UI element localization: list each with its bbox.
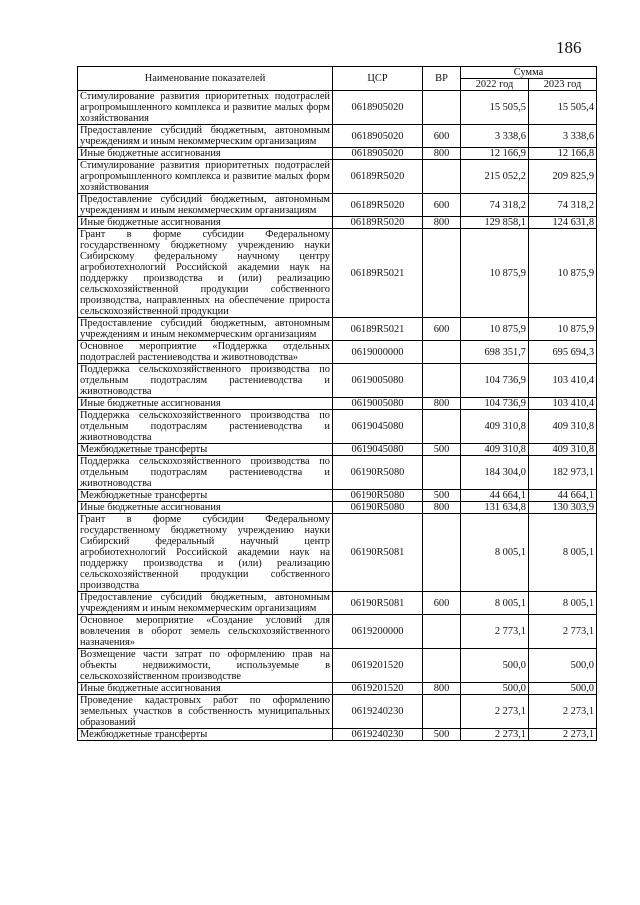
row-csr: 0619201520 xyxy=(333,683,423,695)
table-row xyxy=(78,148,597,160)
row-csr: 0618905020 xyxy=(333,125,423,148)
table-row xyxy=(78,194,597,217)
row-sum-2023: 15 505,4 xyxy=(529,91,597,125)
row-vr xyxy=(423,410,461,444)
row-sum-2022: 2 273,1 xyxy=(461,695,529,729)
row-name: Межбюджетные трансферты xyxy=(78,729,333,741)
row-name: Предоставление субсидий бюджетным, автономным учреждениям и иным некоммерческим организациям xyxy=(78,125,333,148)
row-vr: 800 xyxy=(423,502,461,514)
row-vr xyxy=(423,649,461,683)
row-sum-2022: 104 736,9 xyxy=(461,364,529,398)
row-sum-2022: 10 875,9 xyxy=(461,229,529,318)
row-name: Основное мероприятие «Поддержка отдельных подотраслей растениеводства и животноводства» xyxy=(78,341,333,364)
row-sum-2023: 44 664,1 xyxy=(529,490,597,502)
row-sum-2023: 124 631,8 xyxy=(529,217,597,229)
table-row xyxy=(78,615,597,649)
row-csr: 0619240230 xyxy=(333,729,423,741)
row-csr: 06190R5080 xyxy=(333,456,423,490)
row-sum-2022: 409 310,8 xyxy=(461,444,529,456)
row-name: Иные бюджетные ассигнования xyxy=(78,502,333,514)
table-row xyxy=(78,364,597,398)
row-sum-2022: 8 005,1 xyxy=(461,592,529,615)
row-vr xyxy=(423,364,461,398)
row-vr xyxy=(423,514,461,592)
row-sum-2022: 8 005,1 xyxy=(461,514,529,592)
row-name: Иные бюджетные ассигнования xyxy=(78,217,333,229)
header-year-2022: 2022 год xyxy=(461,79,529,91)
row-csr: 0619005080 xyxy=(333,398,423,410)
row-csr: 0619045080 xyxy=(333,410,423,444)
table-row xyxy=(78,502,597,514)
row-sum-2023: 8 005,1 xyxy=(529,514,597,592)
row-sum-2023: 409 310,8 xyxy=(529,444,597,456)
row-csr: 06190R5081 xyxy=(333,592,423,615)
row-name: Предоставление субсидий бюджетным, автономным учреждениям и иным некоммерческим организациям xyxy=(78,318,333,341)
row-csr: 06189R5020 xyxy=(333,217,423,229)
table-row xyxy=(78,125,597,148)
table-row xyxy=(78,229,597,318)
row-csr: 0618905020 xyxy=(333,148,423,160)
row-name: Поддержка сельскохозяйственного производства по отдельным подотраслям растениеводства и животноводства xyxy=(78,456,333,490)
row-vr: 800 xyxy=(423,398,461,410)
row-name: Основное мероприятие «Создание условий для вовлечения в оборот земель сельскохозяйственного назначения» xyxy=(78,615,333,649)
table-row xyxy=(78,217,597,229)
row-csr: 06189R5020 xyxy=(333,160,423,194)
table-row xyxy=(78,160,597,194)
row-csr: 0619005080 xyxy=(333,364,423,398)
row-sum-2023: 2 773,1 xyxy=(529,615,597,649)
row-sum-2023: 103 410,4 xyxy=(529,398,597,410)
table-row xyxy=(78,729,597,741)
table-row xyxy=(78,398,597,410)
row-sum-2023: 209 825,9 xyxy=(529,160,597,194)
row-name: Грант в форме субсидии Федеральному государственному бюджетному учреждению науки Сибирскому федеральному научному центру агробиотехнологий Российской академии наук на поддержку производства и (или) реализацию сельскохозяйственной продукции собственного производства, направленных на обеспечение прироста сельскохозяйственной продукции xyxy=(78,229,333,318)
row-vr xyxy=(423,229,461,318)
row-csr: 06189R5020 xyxy=(333,194,423,217)
row-name: Межбюджетные трансферты xyxy=(78,444,333,456)
row-sum-2022: 15 505,5 xyxy=(461,91,529,125)
header-name: Наименование показателей xyxy=(78,67,333,91)
row-sum-2023: 8 005,1 xyxy=(529,592,597,615)
row-vr: 600 xyxy=(423,194,461,217)
row-name: Межбюджетные трансферты xyxy=(78,490,333,502)
row-vr: 800 xyxy=(423,683,461,695)
row-name: Возмещение части затрат по оформлению прав на объекты недвижимости, используемые в сельскохозяйственном производстве xyxy=(78,649,333,683)
row-sum-2022: 215 052,2 xyxy=(461,160,529,194)
row-vr: 600 xyxy=(423,318,461,341)
budget-table xyxy=(77,66,597,741)
row-sum-2022: 74 318,2 xyxy=(461,194,529,217)
row-vr xyxy=(423,456,461,490)
table-row xyxy=(78,695,597,729)
row-sum-2023: 12 166,8 xyxy=(529,148,597,160)
table-row xyxy=(78,444,597,456)
row-sum-2022: 10 875,9 xyxy=(461,318,529,341)
row-sum-2023: 10 875,9 xyxy=(529,318,597,341)
header-vr: ВР xyxy=(423,67,461,91)
row-name: Стимулирование развития приоритетных подотраслей агропромышленного комплекса и развитие малых форм хозяйствования xyxy=(78,91,333,125)
table-row xyxy=(78,456,597,490)
row-name: Иные бюджетные ассигнования xyxy=(78,398,333,410)
row-csr: 0619200000 xyxy=(333,615,423,649)
row-name: Поддержка сельскохозяйственного производства по отдельным подотраслям растениеводства и животноводства xyxy=(78,364,333,398)
row-vr xyxy=(423,341,461,364)
row-sum-2022: 500,0 xyxy=(461,683,529,695)
row-sum-2022: 44 664,1 xyxy=(461,490,529,502)
row-sum-2022: 2 273,1 xyxy=(461,729,529,741)
row-name: Проведение кадастровых работ по оформлению земельных участков в собственность муниципальных образований xyxy=(78,695,333,729)
row-sum-2022: 698 351,7 xyxy=(461,341,529,364)
row-sum-2022: 12 166,9 xyxy=(461,148,529,160)
row-name: Грант в форме субсидии Федеральному государственному бюджетному учреждению науки Сибирский федеральный научный центр агробиотехнологий Российской академии наук на поддержку производства и (или) реализацию сельскохозяйственной продукции собственного производства xyxy=(78,514,333,592)
table-row xyxy=(78,341,597,364)
row-name: Иные бюджетные ассигнования xyxy=(78,683,333,695)
row-vr xyxy=(423,160,461,194)
row-vr xyxy=(423,615,461,649)
row-vr: 500 xyxy=(423,490,461,502)
row-sum-2023: 10 875,9 xyxy=(529,229,597,318)
row-vr: 600 xyxy=(423,592,461,615)
row-csr: 0619201520 xyxy=(333,649,423,683)
row-sum-2023: 500,0 xyxy=(529,649,597,683)
row-sum-2023: 2 273,1 xyxy=(529,729,597,741)
table-row xyxy=(78,410,597,444)
row-sum-2023: 695 694,3 xyxy=(529,341,597,364)
row-sum-2022: 500,0 xyxy=(461,649,529,683)
table-body xyxy=(78,91,597,741)
header-sum: Сумма xyxy=(461,67,597,79)
row-csr: 0619000000 xyxy=(333,341,423,364)
row-csr: 0619045080 xyxy=(333,444,423,456)
table-row xyxy=(78,592,597,615)
row-csr: 06190R5080 xyxy=(333,502,423,514)
row-csr: 0618905020 xyxy=(333,91,423,125)
row-csr: 06190R5081 xyxy=(333,514,423,592)
row-vr: 600 xyxy=(423,125,461,148)
row-sum-2022: 184 304,0 xyxy=(461,456,529,490)
row-vr xyxy=(423,695,461,729)
row-sum-2023: 103 410,4 xyxy=(529,364,597,398)
row-name: Предоставление субсидий бюджетным, автономным учреждениям и иным некоммерческим организациям xyxy=(78,194,333,217)
row-sum-2023: 130 303,9 xyxy=(529,502,597,514)
row-name: Иные бюджетные ассигнования xyxy=(78,148,333,160)
row-sum-2022: 409 310,8 xyxy=(461,410,529,444)
row-csr: 06189R5021 xyxy=(333,318,423,341)
row-sum-2022: 2 773,1 xyxy=(461,615,529,649)
table-row xyxy=(78,490,597,502)
row-vr: 500 xyxy=(423,729,461,741)
table-row xyxy=(78,649,597,683)
row-csr: 06190R5080 xyxy=(333,490,423,502)
row-vr xyxy=(423,91,461,125)
table-row xyxy=(78,318,597,341)
row-vr: 500 xyxy=(423,444,461,456)
row-sum-2023: 74 318,2 xyxy=(529,194,597,217)
row-sum-2022: 129 858,1 xyxy=(461,217,529,229)
page-number: 186 xyxy=(556,38,582,57)
row-csr: 06189R5021 xyxy=(333,229,423,318)
row-sum-2022: 131 634,8 xyxy=(461,502,529,514)
row-sum-2023: 409 310,8 xyxy=(529,410,597,444)
row-sum-2023: 2 273,1 xyxy=(529,695,597,729)
row-csr: 0619240230 xyxy=(333,695,423,729)
table-row xyxy=(78,683,597,695)
row-name: Стимулирование развития приоритетных подотраслей агропромышленного комплекса и развитие малых форм хозяйствования xyxy=(78,160,333,194)
row-sum-2022: 104 736,9 xyxy=(461,398,529,410)
header-year-2023: 2023 год xyxy=(529,79,597,91)
table-row xyxy=(78,91,597,125)
header-csr: ЦСР xyxy=(333,67,423,91)
row-sum-2023: 3 338,6 xyxy=(529,125,597,148)
row-sum-2023: 182 973,1 xyxy=(529,456,597,490)
row-vr: 800 xyxy=(423,217,461,229)
table-row xyxy=(78,514,597,592)
row-sum-2023: 500,0 xyxy=(529,683,597,695)
row-sum-2022: 3 338,6 xyxy=(461,125,529,148)
row-vr: 800 xyxy=(423,148,461,160)
row-name: Поддержка сельскохозяйственного производства по отдельным подотраслям растениеводства и животноводства xyxy=(78,410,333,444)
row-name: Предоставление субсидий бюджетным, автономным учреждениям и иным некоммерческим организациям xyxy=(78,592,333,615)
